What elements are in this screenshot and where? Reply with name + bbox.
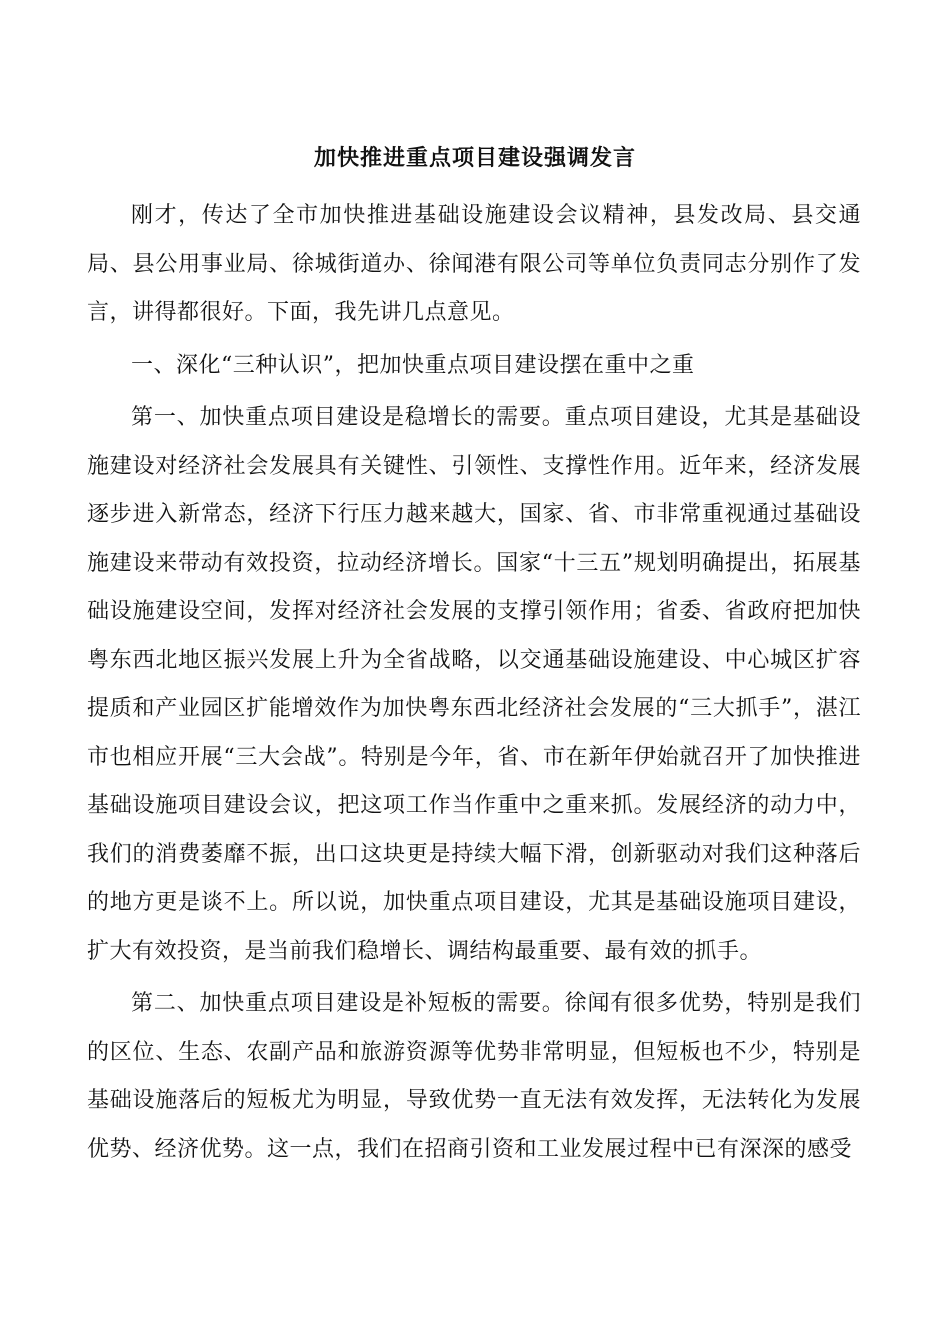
paragraph-intro: 刚才，传达了全市加快推进基础设施建设会议精神，县发改局、县交通局、县公用事业局、徐城街道办、徐闻港有限公司等单位负责同志分别作了发言，讲得都很好。下面，我先讲几点意见。	[87, 203, 861, 325]
document-title: 加快推进重点项目建设强调发言	[313, 145, 636, 171]
document-body	[87, 192, 861, 1178]
paragraph-point-2: 第二、加快重点项目建设是补短板的需要。徐闻有很多优势，特别是我们的区位、生态、农副产品和旅游资源等优势非常明显，但短板也不少，特别是基础设施落后的短板尤为明显，导致优势一直无法有效发挥，无法转化为发展优势、经济优势。这一点，我们在招商引资和工业发展过程中已有深深的感受	[87, 991, 861, 1162]
section-heading-1: 一、深化“三种认识”，把加快重点项目建设摆在重中之重	[131, 352, 695, 378]
paragraph-point-1: 第一、加快重点项目建设是稳增长的需要。重点项目建设，尤其是基础设施建设对经济社会发展具有关键性、引领性、支撑性作用。近年来，经济发展逐步进入新常态，经济下行压力越来越大，国家、省、市非常重视通过基础设施建设来带动有效投资，拉动经济增长。国家“十三五”规划明确提出，拓展基础设施建设空间，发挥对经济社会发展的支撑引领作用；省委、省政府把加快粤东西北地区振兴发展上升为全省战略，以交通基础设施建设、中心城区扩容提质和产业园区扩能增效作为加快粤东西北经济社会发展的“三大抓手”，湛江市也相应开展“三大会战”。特别是今年，省、市在新年伊始就召开了加快推进基础设施项目建设会议，把这项工作当作重中之重来抓。发展经济的动力中，我们的消费萎靡不振，出口这块更是持续大幅下滑，创新驱动对我们这种落后的地方更是谈不上。所以说，加快重点项目建设，尤其是基础设施项目建设，扩大有效投资，是当前我们稳增长、调结构最重要、最有效的抓手。	[87, 405, 861, 964]
